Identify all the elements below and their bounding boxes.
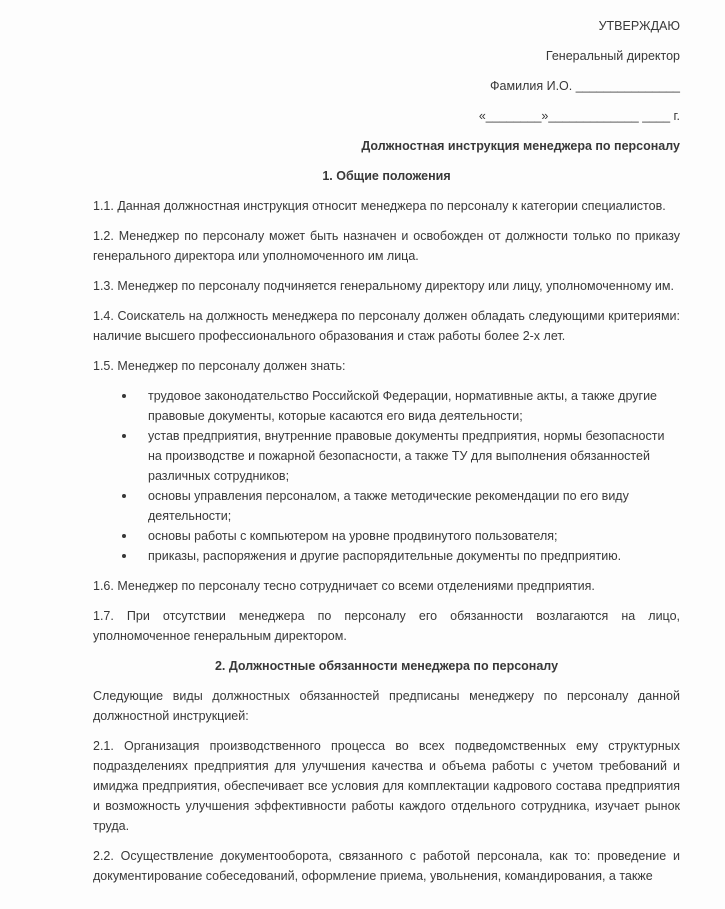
list-item-text: трудовое законодательство Российской Федерации, нормативные акты, а также другие правовые документы, которые касаются его вида деятельности; — [148, 389, 658, 423]
knowledge-requirements-list — [148, 386, 680, 566]
clause-1-7: 1.7. При отсутствии менеджера по персоналу его обязанности возлагаются на лицо, уполномоченное генеральным директором. — [93, 609, 680, 643]
document-title: Должностная инструкция менеджера по персоналу — [361, 139, 680, 153]
approval-block — [93, 16, 680, 126]
list-item-text: приказы, распоряжения и другие распорядительные документы по предприятию. — [148, 549, 622, 563]
list-item-text: устав предприятия, внутренние правовые документы предприятия, нормы безопасности на производстве и пожарной безопасности, а также ТУ для выполнения обязанностей различных сотрудников; — [148, 429, 665, 483]
bullet-icon — [122, 494, 126, 498]
bullet-icon — [122, 394, 126, 398]
list-item — [148, 386, 680, 426]
clause-1-2: 1.2. Менеджер по персоналу может быть назначен и освобожден от должности только по приказу генерального директора или уполномоченного им лица. — [93, 229, 680, 263]
clause-1-6: 1.6. Менеджер по персоналу тесно сотрудничает со всеми отделениями предприятия. — [93, 579, 595, 593]
clause-2-1: 2.1. Организация производственного процесса во всех подведомственных ему структурных подразделениях предприятия для улучшения качества и объема работы с учетом требований и имиджа предприятия, обеспечивает все условия для комплектации кадрового состава предприятия и возможность улучшения эффективности работы каждого отдельного сотрудника, изучает рынок труда. — [93, 739, 680, 833]
section-1-heading: 1. Общие положения — [322, 169, 451, 183]
clause-2-2: 2.2. Осуществление документооборота, связанного с работой персонала, как то: проведение и документирование собеседований, оформление приема, увольнения, командирования, а также — [93, 849, 680, 883]
list-item — [148, 546, 680, 566]
clause-1-3: 1.3. Менеджер по персоналу подчиняется генеральному директору или лицу, уполномоченному им. — [93, 279, 674, 293]
clause-1-4: 1.4. Соискатель на должность менеджера по персоналу должен обладать следующими критериями: наличие высшего профессионального образования и стаж работы более 2-х лет. — [93, 309, 680, 343]
bullet-icon — [122, 534, 126, 538]
section-2-heading: 2. Должностные обязанности менеджера по персоналу — [214, 659, 559, 673]
list-item-text: основы управления персоналом, а также методические рекомендации по его виду деятельности; — [148, 489, 629, 523]
list-item — [148, 426, 680, 486]
list-item — [148, 526, 680, 546]
clause-1-1: 1.1. Данная должностная инструкция относит менеджера по персоналу к категории специалистов. — [93, 199, 666, 213]
approver-position: Генеральный директор — [545, 49, 680, 63]
approval-date-blank-line: «________»_____________ ____ г. — [478, 109, 680, 123]
list-item-text: основы работы с компьютером на уровне продвинутого пользователя; — [148, 529, 558, 543]
approval-stamp-text: УТВЕРЖДАЮ — [598, 19, 680, 33]
approver-name-blank-line: Фамилия И.О. _______________ — [490, 79, 680, 93]
clause-1-5: 1.5. Менеджер по персоналу должен знать: — [93, 359, 346, 373]
bullet-icon — [122, 554, 126, 558]
list-item — [148, 486, 680, 526]
section-2-intro: Следующие виды должностных обязанностей предписаны менеджеру по персоналу данной должностной инструкцией: — [93, 689, 680, 723]
bullet-icon — [122, 434, 126, 438]
